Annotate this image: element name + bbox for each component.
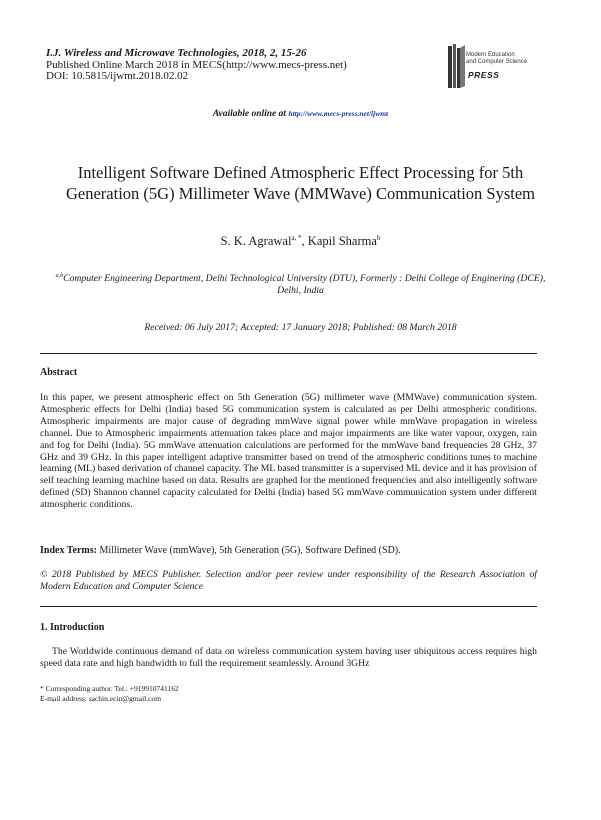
author-1: S. K. Agrawal [220,234,292,249]
footnote [40,684,179,704]
affiliation-text: Computer Engineering Department, Delhi Technological University (DTU), Formerly : Delhi College of Enginering (DCE), Delhi, India [63,273,546,297]
logo-press: PRESS [468,70,500,80]
corresponding-author: * Corresponding author. Tel.: +919910741162 [40,684,179,693]
book-stack-icon [446,42,466,92]
introduction-heading: 1. Introduction [40,622,105,633]
journal-header [46,48,347,83]
publisher-logo [446,40,566,94]
index-terms-text: Millimeter Wave (mmWave), 5th Generation (5G), Software Defined (SD). [96,545,401,556]
available-label: Available online at [212,109,289,119]
available-online [0,109,601,119]
email-address: E-mail address: sachin.ecin@gmail.com [40,693,162,703]
publication-note: Published Online March 2018 in MECS(http://www.mecs-press.net) [46,58,347,71]
top-divider [40,353,537,354]
journal-name: I.J. Wireless and Microwave Technologies, [46,47,240,59]
abstract-heading: Abstract [40,367,78,378]
index-terms-label: Index Terms: [40,545,97,556]
introduction-body: The Worldwide continuous demand of data on wireless communication system having user ubiquitous access requires high speed data rate and high bandwidth to full the requirement seamlessly. Around 3GHz [40,646,537,669]
author-separator: , [301,234,308,249]
paper-title: Intelligent Software Defined Atmospheric Effect Processing for 5th Generation (5G) Millimeter Wave (MMWave) Communication System [65,163,536,203]
author-2-sup: b [376,234,381,242]
bottom-divider [40,606,537,607]
affiliation [46,270,555,297]
copyright-notice: © 2018 Published by MECS Publisher. Selection and/or peer review under responsibility of the Research Association of Modern Education and Computer Science [40,569,537,593]
author-1-sup: a, * [291,234,302,242]
doi: DOI: 10.5815/ijwmt.2018.02.02 [46,70,189,82]
abstract-body: In this paper, we present atmospheric effect on 5th Generation (5G) millimeter wave (MMWave) communication system. Atmospheric effects for Delhi (India) based 5G communication system is calculated as per Delhi atmospheric conditions. Atmospheric impairments are major cause of degrading mmWave signal power while mmWave propagation in wireless channel. Due to Atmospheric impairments attenuation takes place and major impairments are like water vapour, oxygen, rain and fog for Delhi (India). 5G mmWave attenuation calculations are performed for the mmWave band frequencies 28 GHz, 37 GHz and 39 GHz. In this paper intelligent adaptive transmitter based on trend of the atmospheric conditions tunes to machine learning (ML) based derivation of channel capacity. The ML based transmitter is a supervised ML device and it has provision of self teaching learning machine based on data. Results are graphed for the mentioned frequencies and also intelligently software defined (SD) Shannon channel capacity calculated for Delhi (India) based 5G mmWave communication system under different atmospheric conditions. [40,392,537,511]
received-dates: Received: 06 July 2017; Accepted: 17 January 2018; Published: 08 March 2018 [144,322,457,333]
index-terms [40,545,537,556]
authors [0,234,601,249]
logo-text: Modern Education and Computer Science [466,52,528,65]
author-2: Kapil Sharma [307,234,377,249]
journal-volume: 2018, 2, 15-26 [239,47,307,59]
affiliation-sup: a,b [55,273,64,279]
journal-link[interactable]: http://www.mecs-press.net/ijwmt [288,109,389,118]
